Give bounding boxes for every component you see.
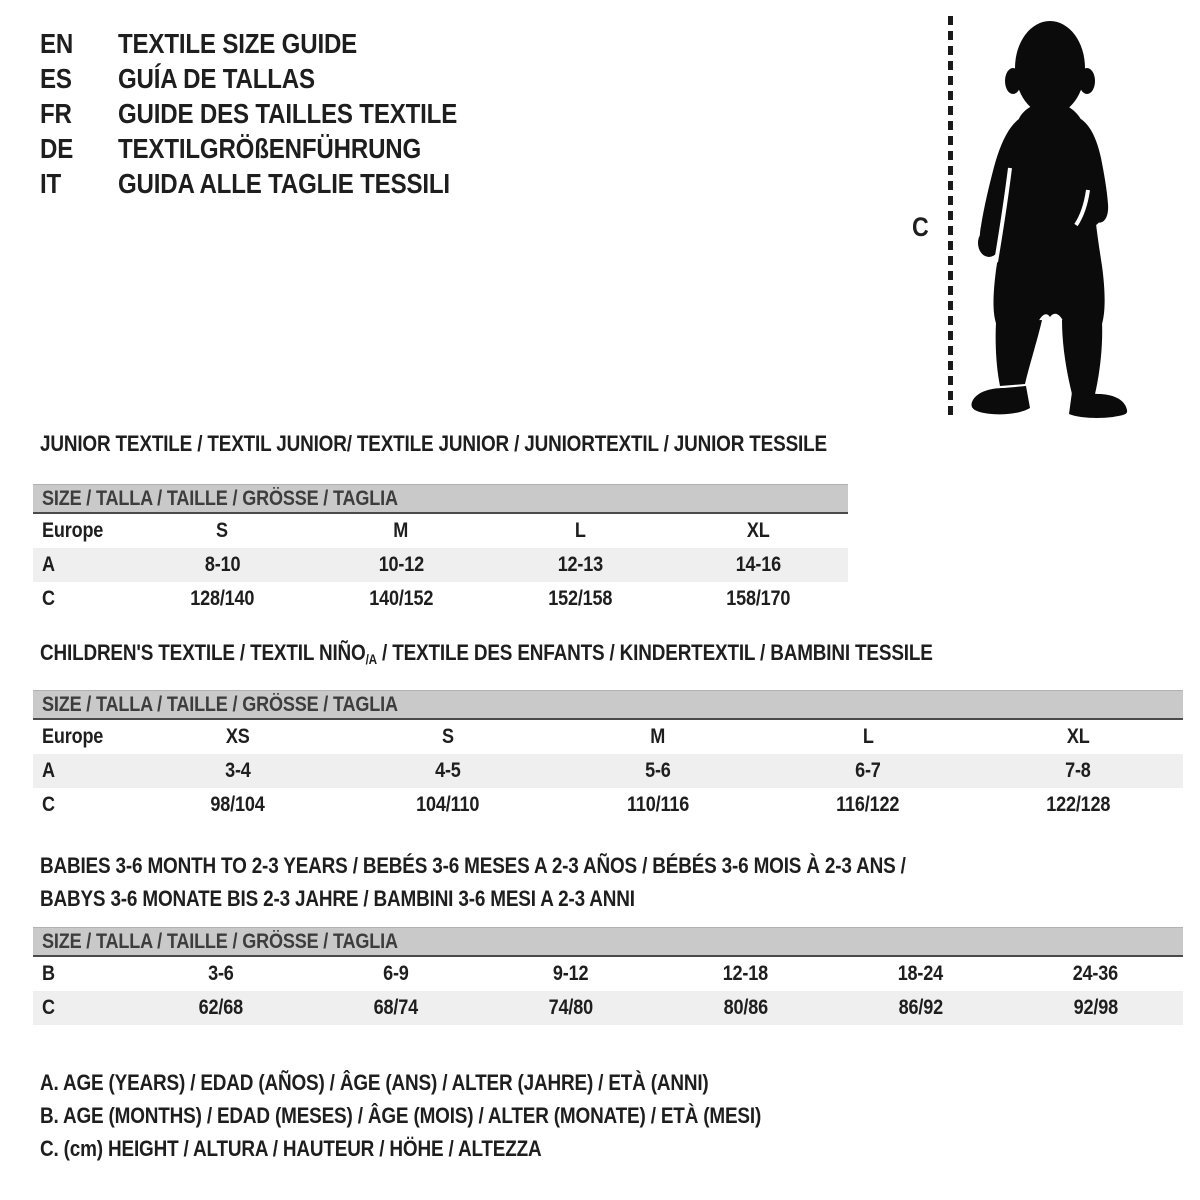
lang-code-it: IT	[40, 167, 62, 199]
row-label: C	[42, 793, 55, 816]
junior-section-title: JUNIOR TEXTILE / TEXTIL JUNIOR/ TEXTILE JUNIOR / JUNIORTEXTIL / JUNIOR TESSILE	[40, 431, 827, 456]
height-measure-dashed-line	[948, 16, 953, 418]
nino-a-subscript: /A	[365, 651, 377, 667]
row-label: C	[42, 996, 55, 1019]
junior-size-table-header: SIZE / TALLA / TAILLE / GRÖSSE / TAGLIA	[33, 484, 848, 514]
children-size-table	[33, 690, 1183, 822]
babies-size-table-header: SIZE / TALLA / TAILLE / GRÖSSE / TAGLIA	[33, 927, 1183, 957]
babies-title-line-1: BABIES 3-6 MONTH TO 2-3 YEARS / BEBÉS 3-6 MESES A 2-3 AÑOS / BÉBÉS 3-6 MOIS À 2-3 ANS /	[40, 853, 906, 878]
row-label: Europe	[42, 725, 104, 748]
table-row: Europe S M L XL	[42, 519, 770, 542]
row-label: C	[42, 587, 55, 610]
lang-title-de: TEXTILGRÖßENFÜHRUNG	[118, 132, 422, 164]
row-label: A	[42, 759, 55, 782]
lang-title-en: TEXTILE SIZE GUIDE	[118, 27, 358, 59]
babies-section-title	[40, 849, 1047, 915]
table-row: A 8-10 10-12 12-13 14-16	[33, 548, 848, 582]
junior-size-table	[33, 484, 848, 616]
table-row: C 62/68 68/74 74/80 80/86 86/92 92/98	[33, 991, 1183, 1025]
row-label: Europe	[42, 519, 104, 542]
lang-code-fr: FR	[40, 97, 72, 129]
children-section-title: CHILDREN'S TEXTILE / TEXTIL NIÑO/A / TEXTILE DES ENFANTS / KINDERTEXTIL / BAMBINI TESSILE	[40, 640, 933, 667]
babies-size-table	[33, 927, 1183, 1025]
toddler-silhouette-icon	[962, 18, 1137, 418]
lang-title-es: GUÍA DE TALLAS	[118, 62, 315, 94]
table-row: B 3-6 6-9 9-12 12-18 18-24 24-36	[42, 962, 1119, 985]
row-label: B	[42, 962, 55, 985]
table-row: Europe XS S M L XL	[42, 725, 1090, 748]
legend-line-c: C. (cm) HEIGHT / ALTURA / HAUTEUR / HÖHE / ALTEZZA	[40, 1136, 542, 1161]
lang-row-es	[40, 61, 512, 96]
lang-title-it: GUIDA ALLE TAGLIE TESSILI	[118, 167, 450, 199]
table-row: A 3-4 4-5 5-6 6-7 7-8	[33, 754, 1183, 788]
table-row: C 128/140 140/152 152/158 158/170	[42, 587, 791, 610]
row-label: A	[42, 553, 55, 576]
lang-code-es: ES	[40, 62, 72, 94]
lang-row-fr	[40, 96, 512, 131]
lang-row-de	[40, 131, 512, 166]
lang-row-en	[40, 26, 512, 61]
language-title-list	[40, 26, 512, 201]
lang-title-fr: GUIDE DES TAILLES TEXTILE	[118, 97, 458, 129]
legend-line-b: B. AGE (MONTHS) / EDAD (MESES) / ÂGE (MOIS) / ALTER (MONATE) / ETÀ (MESI)	[40, 1103, 762, 1128]
legend-line-a: A. AGE (YEARS) / EDAD (AÑOS) / ÂGE (ANS) / ALTER (JAHRE) / ETÀ (ANNI)	[40, 1070, 709, 1095]
lang-code-en: EN	[40, 27, 74, 59]
measure-legend	[40, 1066, 878, 1165]
babies-title-line-2: BABYS 3-6 MONATE BIS 2-3 JAHRE / BAMBINI 3-6 MESI A 2-3 ANNI	[40, 886, 635, 911]
height-measure-label: C	[912, 212, 929, 242]
children-size-table-header: SIZE / TALLA / TAILLE / GRÖSSE / TAGLIA	[33, 690, 1183, 720]
lang-row-it	[40, 166, 512, 201]
lang-code-de: DE	[40, 132, 74, 164]
table-row: C 98/104 104/110 110/116 116/122 122/128	[42, 793, 1111, 816]
